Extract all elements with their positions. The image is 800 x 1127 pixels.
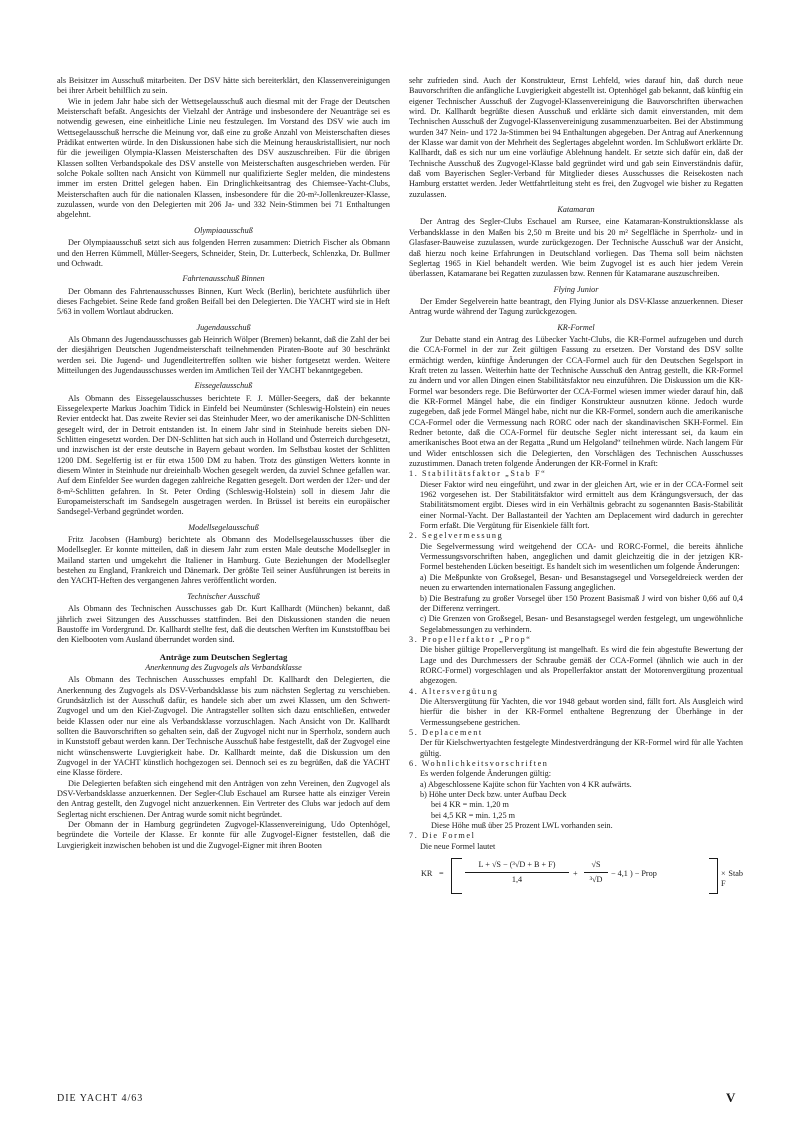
formula-remainder: − 4,1 ) − Prop: [611, 869, 657, 879]
list-item: [409, 728, 743, 759]
list-item: [409, 831, 743, 852]
paragraph: Als Obmann des Technischen Ausschusses empfahl Dr. Kallhardt den Delegierten, die Anerkennung des Zugvogels als DSV-Verbandsklasse bis zum nächsten Seglertag zu verschieben. Grundsätzlich ist der Ausschuß dafür, es handele sich aber um zwei Klassen, um den Schwert-Zugvogel und um den Kiel-Zugvogel. Die Antragsteller sollten sich dazu entschließen, entweder beide Klassen oder nur eine als Verbandsklasse vorzuschlagen. Nach Ansicht von Dr. Kallhardt sollten die Bauvorschriften so gehalten sein, daß der Zugvogel nicht nur in Sperrholz, sondern auch in Kunststoff gebaut werden kann. Der Technische Ausschuß habe festgestellt, daß der Zugvogel eine nicht wünschenswerte Luvgierigkeit habe. Dr. Kallhardt meinte, daß die Diskussion um den Zugvogel in der YACHT künstlich hochgezogen sei. Dennoch sei es zu begrüßen, daß die YACHT eine Klasse fördere.: [57, 675, 390, 778]
section-heading: Eissegelausschuß: [194, 381, 253, 391]
right-column: [409, 76, 743, 896]
list-item-body: Die Segelvermessung wird weitgehend der CCA- und RORC-Formel, die bereits ähnliche Vermessungsvorschriften haben, angeglichen und damit gleichzeitig die in der jetzigen KR-Formel bestehenden Lücken beseitigt. Es handelt sich im wesentlichen um folgende Änderungen:: [420, 541, 743, 572]
list-item-heading: 6. Wohnlichkeitsvorschriften: [409, 759, 549, 768]
list-item-body: Der für Kielschwertyachten festgelegte Mindestverdrängung der KR-Formel wird für alle Yachten gültig.: [420, 738, 743, 758]
paragraph: Die Delegierten befaßten sich eingehend mit den Anträgen von zehn Vereinen, den Zugvogel als DSV-Verbandsklasse anzuerkennen. Der Segler-Club Eschauel am Rursee hatte als einziger Verein den Antrag gestellt, den Zugvogel nicht anzuerkennen. Ein Vertreter des Clubs war jedoch auf dem Seglertag nicht erschienen. Der Antrag wurde somit nicht begründet.: [57, 778, 390, 819]
paragraph: Wie in jedem Jahr habe sich der Wettsegelausschuß auch diesmal mit der Frage der Deutschen Meisterschaft befaßt. Angesichts der Vielzahl der Anträge und insbesondere der Neuanträge sei es notwendig gewesen, eine einheitliche Linie neu festzulegen. Im Vorstand des DSV wie auch im Wettsegelausschuß herrsche die Meinung vor, daß eine zu große Anzahl von Meisterschaften dieses Prädikat entwerten würde. In den Diskussionen habe sich die Meinung herauskristallisiert, nur noch für die jeweiligen Olympia-Klassen Meisterschaften des DSV auszuschreiben. Für die übrigen Klassen sollten Verbandspokale des DSV anstelle von Meisterschaften ausgeschrieben werden. Für solche Pokale sollten nach Ansicht von Kümmell nur qualifizierte Segler melden, die mindestens immer im ersten Drittel gelegen haben. Ein Dringlichkeitsantrag des Chiemsee-Yacht-Clubs, Meisterschaften auch für die nationalen Klassen, insbesondere für die 20-m²-Jollenkreuzer-Klasse, zuzulassen, wurde von den Delegierten mit 206 Ja- und 332 Nein-Stimmen bei 71 Enthaltungen abgelehnt.: [57, 96, 390, 220]
formula-numerator: L + √S − (³√D + B + F): [465, 860, 569, 873]
section-heading: Anerkennung des Zugvogels als Verbandsklasse: [145, 662, 302, 672]
list-item-body: Dieser Faktor wird neu eingeführt, und zwar in der gleichen Art, wie er in der CCA-Formel seit 1962 vorgesehen ist. Der Stabilitätsfaktor wird ermittelt aus dem Krängungsversuch, der das Stabilitätsmoment ergibt. Dieses wird in ein Verhältnis gebracht zu sogenannten Basis-Stabilität einer Normal-Yacht. Der Ballastanteil der Yachten am Deplacement wird dadurch in gerechter Form erfaßt. Die Vergütung für Eisenkiele fällt fort.: [420, 479, 743, 531]
kr-formula: [409, 856, 743, 896]
sub-item: bei 4 KR = min. 1,20 m: [431, 800, 509, 810]
paragraph: Der Olympiaausschuß setzt sich aus folgenden Herren zusammen: Dietrich Fischer als Obmann und den Herren Kümmell, Müller-Seegers, Schneider, Stein, Dr. Lutterbeck, Schlenzka, Dr. Bullmer und Ochwadt.: [57, 238, 390, 268]
formula-bracket-left: [451, 858, 462, 894]
list-item-body: Die neue Formel lautet: [420, 841, 496, 851]
list-item-heading: 3. Propellerfaktor „Prop“: [409, 634, 532, 644]
page-number: V: [726, 1090, 736, 1105]
formula-denominator: 1,4: [511, 875, 523, 885]
paragraph: Zur Debatte stand ein Antrag des Lübecker Yacht-Clubs, die KR-Formel aufzugeben und durch die CCA-Formel in der zur Zeit gültigen Fassung zu ersetzen. Der Vorstand des DSV sollte ermächtigt werden, künftige Änderungen der CCA-Formel auch für den Deutschen Segelsport in Kraft treten zu lassen. Weiterhin hatte der Technische Ausschuß den Antrag gestellt, die KR-Formel zu ändern und vor allen Dingen einen Stabilitätsfaktor neu einzuführen. Die Diskussion um die KR-Formel war besonders rege. Die Befürworter der CCA-Formel wiesen immer wieder darauf hin, daß die KR-Formel Mängel habe, die ein findiger Konstrukteur ausnutzen könne. Jedoch wurde zugegeben, daß jede Formel Mängel habe, nicht nur die KR-Formel, sondern auch die amerikanische CCA-Formel oder die Vermessung nach RORC oder nach der skandinavischen SKH-Formel. Ein Redner betonte, daß die CCA-Formel für deutsche Segler nicht interessant sei, da kaum ein amerikanisches Boot etwa an der Regatta „Rund um Helgoland“ teilnehmen würde. Nach langem Für und Wider entschlossen sich die Delegierten, den Vorschlägen des Technischen Ausschusses zuzustimmen. Danach treten folgende Änderungen der KR-Formel in Kraft:: [409, 334, 743, 469]
formula-equals: =: [439, 869, 444, 879]
section-heading: Jugendausschuß: [196, 322, 251, 332]
list-item: [409, 469, 743, 531]
paragraph: Als Obmann des Eissegelausschusses berichtete F. J. Müller-Seegers, daß der bekannte Eissegelexperte Markus Joachim Tidick in Einfeld bei Neumünster (Schleswig-Holstein) ein neues Revier entdeckt hat. Das zweite Revier sei das Steinhuder Meer, wo der amerikanische DN-Schlitten gesegelt wird, der in Detroit entstanden ist. In einem Jahr sind in Steinhude bereits sieben DN-Schlitten eingesetzt worden. Der DN-Schlitten hat sich auch in Holland und Österreich durchgesetzt, und inzwischen ist der erste deutsche in Bayern gebaut worden. Im Selbstbau kostet der Schlitten 1200 DM. Segelfertig ist er für etwa 1500 DM zu haben. Trotz des günstigen Wetters konnte in diesem Winter in Steinhude nur dreieinhalb Wochen gesegelt werden, da zuviel Schnee gefallen war. Auf dem Einfelder See wurden dagegen zahlreiche Regatten gesegelt. Dort werden der 12er- und der 8-m²-Schlitten gefahren. In St. Peter Ording (Schleswig-Holstein) soll in diesem Jahr die Europameisterschaft im Sandsegeln ausgetragen werden. In Brüssel ist bereits ein europäischer Sandsegel-Verband gegründet worden.: [57, 393, 390, 517]
list-item-heading: 1. Stabilitätsfaktor „Stab F“: [409, 469, 547, 479]
list-item: [409, 531, 743, 634]
list-item: [409, 635, 743, 687]
section-heading: Technischer Ausschuß: [187, 591, 260, 601]
sub-item: bei 4,5 KR = min. 1,25 m: [431, 810, 515, 820]
formula-numerator: √S: [584, 860, 608, 873]
paragraph: Als Obmann des Technischen Ausschusses gab Dr. Kurt Kallhardt (München) bekannt, daß jährlich zwei Sitzungen des Ausschusses stattfinden. Bei den Diskussionen standen die neuen Baustoffe im Vordergrund. Dr. Kallhardt stellte fest, daß die deutschen Werften im Kunststoffbau bei den Kielbooten vom Ausland überrundet worden sind.: [57, 604, 390, 645]
main-heading: Anträge zum Deutschen Seglertag: [159, 651, 288, 662]
paragraph: sehr zufrieden sind. Auch der Konstrukteur, Ernst Lehfeld, wies darauf hin, daß durch neue Bauvorschriften die anfängliche Luvgierigkeit abgestellt ist. Optenhögel gab bekannt, daß künftig ein eigener Technischer Ausschuß der Zugvogel-Klassenvereinigung die Bauvorschriften überwachen wird. Dr. Kallhardt begrüßte diesen Ausschuß und erklärte sich damit einverstanden, mit dem Technischen Ausschuß der Zugvogel-Klassenvereinigung zusammenzuarbeiten. Bei der Abstimmung wurden 347 Nein- und 172 Ja-Stimmen bei 94 Enthaltungen abgegeben. Der Antrag auf Anerkennung der Klasse war damit von der Mehrheit des Seglertages abgelehnt worden. Im Schlußwort erklärte Dr. Kallhardt, daß es sich nur um eine vorläufige Ablehnung handelt. Er setzte sich dafür ein, daß der Technische Ausschuß des Zugvogel-Klasse bald gegründet wird und gab sein Einverständnis dafür, daß vom Bayerischen Segler-Verband für Mitglieder dieses Ausschusses die Reisekosten nach Hamburg erstattet werden. Jeder Wettfahrtleitung steht es frei, den Zugvogel wie bisher zu Regatten zuzulassen.: [409, 76, 743, 199]
section-heading: Katamaran: [557, 205, 595, 215]
list-item-body: Es werden folgende Änderungen gültig:: [420, 769, 551, 779]
section-heading: Modellsegelausschuß: [188, 522, 259, 532]
sub-item: b) Die Bestrafung zu großer Vorsegel über 150 Prozent Basismaß J wird von bisher 0,66 auf 0,4 der Differenz verringert.: [420, 593, 743, 613]
list-item-body: Die Altersvergütung für Yachten, die vor 1948 gebaut worden sind, fällt fort. Als Ausgleich wird hierfür die bisher in der KR-Formel enthaltene Begrenzung der Überhänge in der Vermessungsebene gestrichen.: [420, 696, 743, 727]
list-item-body: Die bisher gültige Propellervergütung ist mangelhaft. Es wird die fein abgestufte Bewertung der Lage und des Durchmessers der Schraube gemäß der CCA-Formel (ähnlich wie auch in der RORC-Formel) vorgeschlagen und als Propellerfaktor anstatt der Motorenvergütung prozentual abgezogen.: [420, 645, 743, 686]
section-heading: Flying Junior: [553, 284, 599, 294]
paragraph: Der Obmann der in Hamburg gegründeten Zugvogel-Klassenvereinigung, Udo Optenhögel, begründete die Vorteile der Klasse. Er konnte für alle Zugvogel-Eigner feststellen, daß die Luvgierigkeit inzwischen behoben ist und die Zugvogel-Eigner mit ihren Booten: [57, 820, 390, 850]
formula-stability-factor: × Stab F: [721, 869, 743, 889]
formula-bracket-right: [709, 858, 718, 894]
left-column: [57, 76, 390, 851]
sub-item: a) Abgeschlossene Kajüte schon für Yachten von 4 KR aufwärts.: [420, 779, 632, 789]
list-item-heading: 7. Die Formel: [409, 831, 476, 841]
sub-item: Diese Höhe muß über 25 Prozent LWL vorhanden sein.: [431, 821, 613, 831]
paragraph: Der Emder Segelverein hatte beantragt, den Flying Junior als DSV-Klasse anzuerkennen. Dieser Antrag wurde während der Tagung zurückgezogen.: [409, 296, 743, 317]
list-item-heading: 4. Altersvergütung: [409, 686, 499, 696]
section-heading: Fahrtenausschuß Binnen: [182, 274, 265, 284]
section-heading: Olympiaausschuß: [194, 225, 253, 235]
list-item: [409, 687, 743, 728]
list-item-heading: 2. Segelvermessung: [409, 531, 504, 541]
section-heading: KR-Formel: [557, 322, 595, 332]
issue-footer: DIE YACHT 4/63: [57, 1093, 144, 1104]
list-item: [409, 759, 743, 831]
formula-lhs: KR: [421, 869, 433, 879]
list-item-heading: 5. Deplacement: [409, 727, 483, 737]
sub-item: a) Die Meßpunkte von Großsegel, Besan- und Besanstagsegel und Vorsegeldreieck werden der neuen zu erwartenden internationalen Fassung angeglichen.: [420, 572, 743, 593]
paragraph: Der Obmann des Fahrtenausschusses Binnen, Kurt Weck (Berlin), berichtete ausführlich über dieses Fachgebiet. Seine Rede fand großen Beifall bei den Delegierten. Die YACHT wird sie in Heft 5/63 in vollem Wortlaut abdrucken.: [57, 286, 390, 317]
sub-item: b) Höhe unter Deck bzw. unter Aufbau Deck: [420, 790, 567, 800]
formula-denominator: ³√D: [589, 875, 603, 885]
paragraph: Der Antrag des Segler-Clubs Eschauel am Rursee, eine Katamaran-Konstruktionsklasse als Verbandsklasse in den Maßen bis 2,50 m Breite und bis 20 m² Segelfläche in Sperrholz- und in Glasfaser-Bauweise zuzulassen, wurde zurückgezogen. Der Technische Ausschuß war der Ansicht, daß hierzu noch keine Erfahrungen in Deutschland vorliegen. Das Thema soll beim nächsten Seglertag 1965 in Kiel behandelt werden. Wie beim Zugvogel ist es auch hier jedem Verein überlassen, Katamarane bei Regatten zuzulassen bzw. Rennen für Katamarane auszuschreiben.: [409, 217, 743, 279]
paragraph: Fritz Jacobsen (Hamburg) berichtete als Obmann des Modellsegelausschusses über die Modellsegler. Er konnte mitteilen, daß in diesem Jahr zum ersten Male deutsche Modellsegler in Mailand starten und umgekehrt die Italiener in Hamburg. Gute Beziehungen der Modellsegler bestehen zu England, Frankreich und Dänemark. Der größte Teil seiner Ausführungen ist bereits in den YACHT-Heften des vergangenen Jahres veröffentlicht worden.: [57, 535, 390, 586]
paragraph: als Beisitzer im Ausschuß mitarbeiten. Der DSV hätte sich bereiterklärt, den Klassenvereinigungen bei ihrer Arbeit behilflich zu sein.: [57, 76, 390, 96]
formula-plus: +: [573, 869, 578, 879]
paragraph: Als Obmann des Jugendausschusses gab Heinrich Wölper (Bremen) bekannt, daß die Zahl der bei der diesjährigen Deutschen Jugendmeisterschaft teilnehmenden Piraten-Boote auf 30 beschränkt werden sei. Die Jugend- und Jugendleitertreffen sollten wie bisher fortgesetzt werden. Weitere Mitteilungen des Jugendausschusses werden im Amtlichen Teil der YACHT bekanntgegeben.: [57, 334, 390, 375]
sub-item: c) Die Grenzen von Großsegel, Besan- und Besanstagsegel werden festgelegt, um ungewöhnliche Segelabmessungen zu verhindern.: [420, 614, 743, 634]
